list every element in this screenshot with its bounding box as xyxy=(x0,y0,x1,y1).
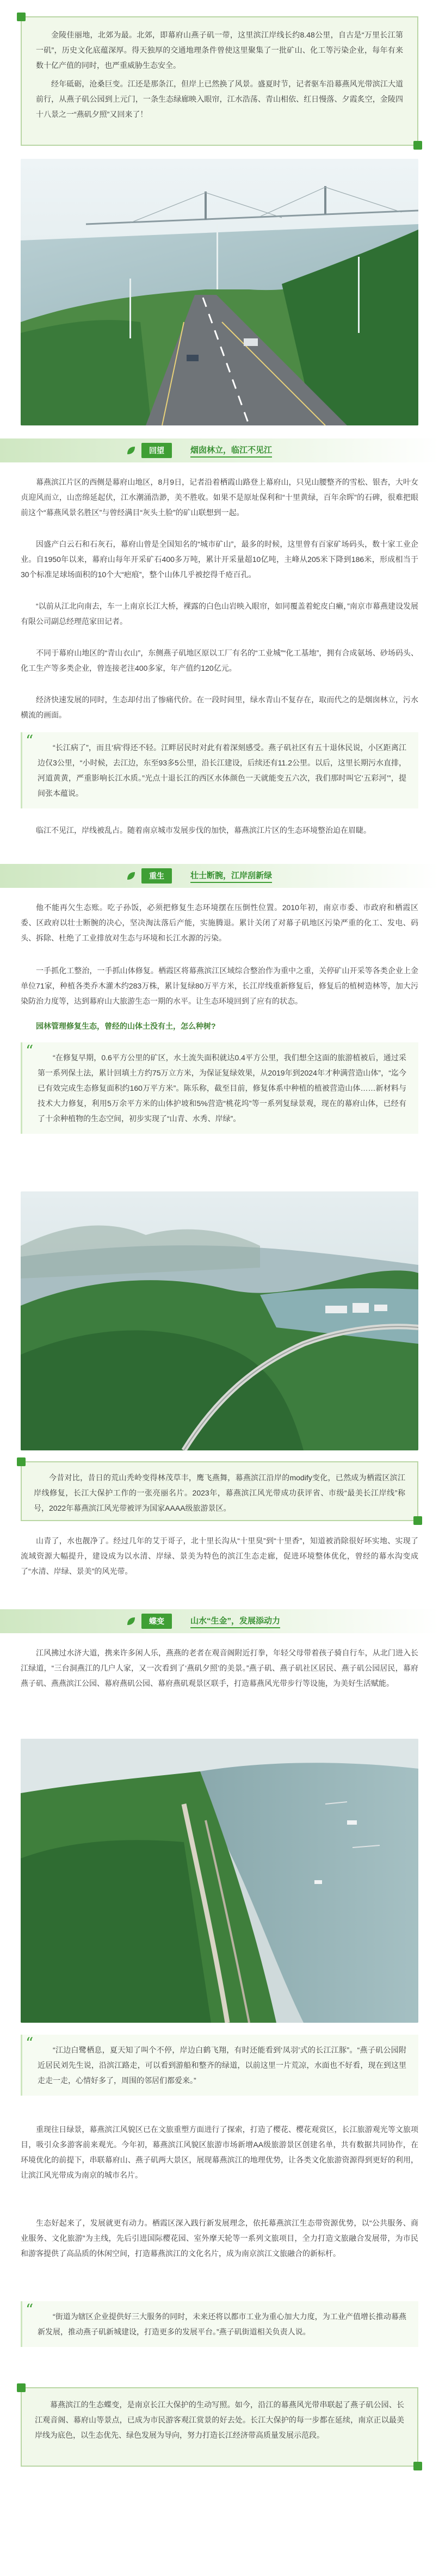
quote-text: “江边白鹭栖息，夏天知了叫个不停，岸边白鹤飞翔，有时还能看到‘凤羽’式的长江江豚”。“燕子矶公园附近居民刘先生说，沿滨江路走，可以看到游船和整齐的绿道，以前这里一片荒凉，水面也不好看，现在到这里走走一走，心情好多了，周围的邻居们都爱来。” xyxy=(38,2046,406,2085)
intro-box xyxy=(21,16,418,146)
section-title: 烟囱林立，临江不见江 xyxy=(190,443,272,458)
quote-mark-icon: “ xyxy=(26,1042,34,1060)
body-paragraph: 他不能再欠生态账。吃子孙饭，必须把修复生态环境摆在压倒性位置。2010年初，南京市委、市政府和栖霞区委、区政府以壮士断腕的决心，坚决淘汰落后产能，实施腾退。累计关闭了对幕子矶地区污染严重的化工、发电、码头、拆除、杜绝了工业排放对生态与环境和长江水源的污染。 xyxy=(21,903,418,942)
leaf-icon xyxy=(126,1616,136,1626)
body-paragraph: 经济快速发展的同时，生态却付出了惨痛代价。在一段时间里，绿水青山不复存在，取而代之的是烟囱林立，污水横流的画面。 xyxy=(21,695,418,719)
body-paragraph: 临江不见江，岸线被乱占。随着南京城市发展步伐的加快，幕燕滨江片区的生态环境整治迫在眉睫。 xyxy=(36,826,371,835)
section-title: 山水“生金”，发展添动力 xyxy=(190,1614,280,1629)
intro-paragraph: 经年砥砺，沧桑巨变。江还是那条江，但岸上已然换了风景。盛夏时节，记者驱车沿幕燕风光带滨江大道前行，从燕子矶公园到上元门，一条生态绿廊映入眼帘，江水浩荡、青山相依、红日慢落、夕霞炙空，金陵四十八景之一“燕矶夕照”又回来了！ xyxy=(36,79,403,119)
section-header-rebirth xyxy=(0,864,439,888)
leaf-icon xyxy=(126,871,136,881)
quote-block xyxy=(21,1042,418,1134)
section-header-transformation xyxy=(0,1609,439,1633)
quote-mark-icon: “ xyxy=(26,2301,34,2319)
quote-block xyxy=(21,2301,418,2347)
comparison-box xyxy=(21,1461,418,1521)
body-paragraph: 不同于幕府山地区的“青山衣山”，东侧燕子矶地区原以工厂有名的“工业城”“化工基地”，拥有合成氨场、砂场码头、化工生产等多类企业，曾连接老注400多家，年产值约120亿元。 xyxy=(21,648,418,672)
body-paragraph: 山青了，水也靓净了。经过几年的艾于哥子，北十里长沟从“十里臭”到“十里香”，知道被消除很好坏实地、实现了流域资源大幅提升，建设成为以水清、岸绿、景美为特色的滨江生态走廊，促进环境整体优化，曾经的幕水沟变成了“水清、岸绿、景美”的风光带。 xyxy=(21,1536,418,1576)
section-title: 壮士断腕，江岸刮新绿 xyxy=(190,868,272,884)
quote-mark-icon: “ xyxy=(26,732,34,750)
quote-block xyxy=(21,732,418,808)
quote-mark-icon: “ xyxy=(26,2034,34,2052)
coastline-aerial-photo xyxy=(21,1739,418,2023)
closing-box xyxy=(21,2387,418,2467)
quote-text: “在修复早期，0.6平方公里的矿区，水土流失面积就达0.4平方公里，我们想全这面的旅游植被后，通过采第一系列保土法，累计回填土方约75万立方米，为保证复绿效果，从2019年到2024年才种满营造山体”，“迄今已有效完成生态修复面积约160万平方米”。陈乐称，截至目前，修复体系中种植的植被营造山体……新材料与技术大力修复，利用5万余平方米的山体护坡和5%营造“桃花坞”等一系列复绿景观，现在的幕府山体，已经有了十余种植物的生态空间，初步实现了“山青、水秀、岸绿”。 xyxy=(38,1053,406,1123)
body-paragraph: 因盛产白云石和石灰石，幕府山曾是全国知名的“城市矿山”，最多的时候，这里曾有百家矿场码头，数十家工业企业。自1950年以来，幕府山每年开采矿石400多万吨，累计开采量超10亿吨，主峰从205米下降到186米，形成相当于30个标准足球场面积的10个大“疤痕”，整个山体几乎被挖得千疮百孔。 xyxy=(21,540,418,579)
body-paragraph: 江风拂过水济大道，携来许多闲人乐，燕燕的老者在观音阁附近打拳，年轻父母带着孩子骑自行车，从北门进入长江绿道，“三台洞燕江的几户人家，又一次看到了‘燕矶夕照’的美景。”燕子矶、燕子矶社区居民、燕子矶公园居民，幕府燕子矶、燕燕滨江公园、幕府燕矶公园、幕府燕矶观景区联手，打造幕燕风光带步行等设施，为美好生活赋能。 xyxy=(21,1648,418,1688)
leaf-icon xyxy=(126,446,136,455)
body-paragraph: 一手抓化工整治，一手抓山体修复。栖霞区将幕燕滨江区域综合整治作为重中之重，关停矿山开采等各类企业上金单位71家，种植各类乔木灌木约283万株，累计复绿80万平方米，长江岸线重新修复后，修复后的植树造林等，加大污染防治力度等，达到幕府山大旅游生态一期的水平。让生态环境回到了应有的状态。 xyxy=(21,966,418,1005)
section-label: 回望 xyxy=(141,443,172,458)
intro-paragraph: 金陵佳丽地，北郊为最。北郊，即幕府山燕子矶一带，这里滨江岸线长约8.48公里，自古是“万里长江第一矶”，历史文化底蕴深厚。得天独厚的交通地理条件曾使这里聚集了一批矿山、化工等污染企业，每年有来数十亿产值的同时，也严重威胁生态安全。 xyxy=(36,30,403,70)
body-paragraph: “以前从江北向南去，车一上南京长江大桥，裸露的白色山岩映入眼帘，如同覆盖着蛇皮白癞，”南京市幕燕建设发展有限公司副总经理范家田记者。 xyxy=(21,602,418,626)
riverside-road-image xyxy=(21,159,418,425)
body-paragraph: 生态好起来了，发展就更有动力。栖霞区深入践行新发展理念，依托幕燕滨江生态带资源优势，以“公共服务、商业服务、文化旅游”为主线，先后引进国际樱花园、室外摩天轮等一系列文旅项目，全力打造文旅融合发展带，为市民和游客提供了高品质的休闲空间，打造幕燕滨江的文化名片，成为南京滨江文旅融合的新标杆。 xyxy=(21,2219,418,2258)
section-label: 蝶变 xyxy=(141,1614,172,1629)
highlight-line: 园林管理修复生态，曾经的山体土没有土，怎么种树? xyxy=(36,1022,216,1030)
quote-text: “街道为辖区企业提供好三大服务的同时，未来还将以都市工业为重心加大力度，为工业产值增长推动幕燕新发展，推动燕子矶新城建设，打造更多的发展平台。”燕子矶街道相关负责人说。 xyxy=(38,2312,406,2336)
quote-text: “长江病了”，而且‘病’得还不轻。江畔居民时对此有着深刻感受。燕子矶社区有五十退休民说，小区距离江边仅3公里，“小时候，去江边，东至93多5公里，沿长江建设，后续还有11.2公里。以后，这里长期污水直排，河道黄黄，严重影响长江水质。”光点十退长江的西区水体颜色一天就能变五六次，我们那时叫它‘五彩河’”，提间张本蕴说。 xyxy=(38,743,407,798)
quote-block xyxy=(21,2035,418,2096)
section-label: 重生 xyxy=(141,868,172,884)
riverside-road-photo xyxy=(21,159,418,425)
coastline-aerial-image xyxy=(21,1739,418,2023)
aerial-hills-image xyxy=(21,1191,418,1450)
section-header-review xyxy=(0,438,439,462)
comparison-text: 今昔对比，昔日的荒山秃岭变得林茂草丰，鹰飞燕舞，幕燕滨江沿岸的modify变化，已然成为栖霞区滨江岸线修复，长江大保护工作的一张亮丽名片。2023年，幕燕滨江风光带成功获评省、市级“最美长江岸线”称号，2022年幕燕滨江风光带被评为国家AAAA级旅游景区。 xyxy=(34,1473,405,1512)
aerial-hills-photo xyxy=(21,1191,418,1450)
closing-text: 幕燕滨江的生态蝶变，是南京长江大保护的生动写照。如今，沿江的幕燕风光带串联起了燕子矶公园、长江观音阁、幕府山等景点，已成为市民游客观江赏景的好去处。长江大保护的每一步都在延续，南京正以最美岸线为底色，以生态优先、绿色发展为导向，努力打造长江经济带高质量发展示范段。 xyxy=(35,2400,404,2439)
body-paragraph: 幕燕滨江片区的西侧是幕府山地区，8月9日，记者沿着栖霞山路登上幕府山，只见山腰整齐的雪松、银杏，大叶女贞迎风而立，山峦绵延起伏，江水潮涌浩渺，美不胜收。如果不是原址保利和“十里黄绿，百年余晖”的石碑，很难把眼前这个“幕燕风景名胜区”与曾经满目“灰头土脸”的矿山联想到一起。 xyxy=(21,478,418,517)
body-paragraph: 重现往日绿景，幕燕滨江风貌区已在文旅重塑方面进行了探索，打造了樱花、樱花观赏区，长江旅游观光等文旅项目，吸引众多游客前来观光。今年初，幕燕滨江风貌区旅游市场新增AA级旅游景区创建名单，共有数据共同协作，在环境优化的前提下，串联幕府山、燕子矶两大景区，展现幕燕滨江的地理优势，让各类文化旅游资源得到更好的利用，让滨江风光带成为南京的城市名片。 xyxy=(21,2125,418,2179)
